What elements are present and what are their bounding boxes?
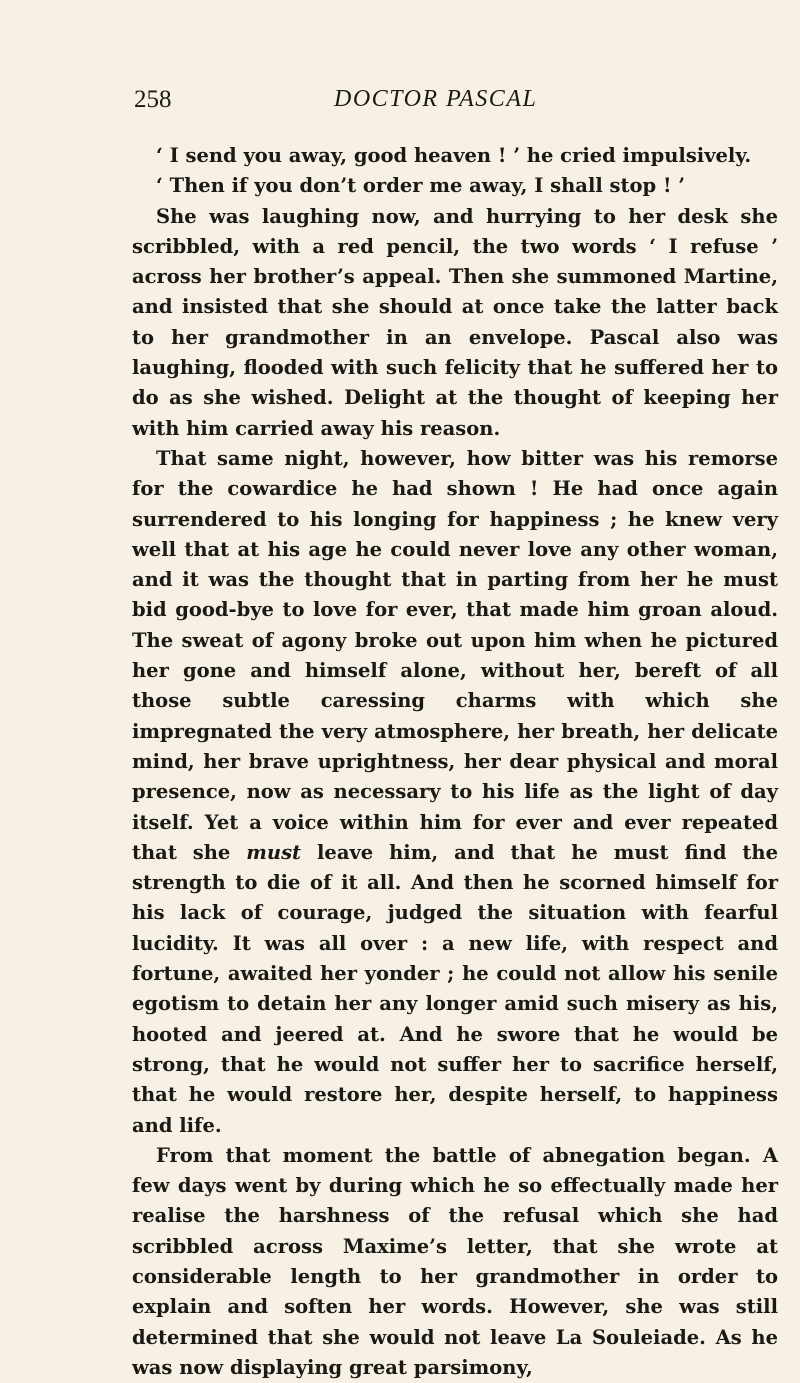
body-text	[132, 141, 778, 1383]
paragraph-text: leave him, and that he must find the strength to die of it all. And then he scorned himself for his lack of courage, judged the situation with fearful lucidity. It was all over : a new life, with respect and fortune, awaited her yonder ; he could not allow his senile egotism to detain her any longer amid such misery as his, hooted and jeered at. And he swore that he would be strong, that he would not suffer her to sacrifice herself, that he would restore her, despite herself, to happiness and life.	[132, 840, 778, 1137]
paragraph	[132, 444, 778, 1141]
running-title: DOCTOR PASCAL	[334, 86, 538, 112]
emphasis-text: must	[246, 840, 302, 864]
paragraph: From that moment the battle of abnegation began. A few days went by during which he so effectually made her realise the harshness of the refusal which she had scribbled across Maxime’s letter, that she wrote at considerable length to her grandmother in order to explain and soften her words. However, she was still determined that she would not leave La Souleiade. As he was now displaying great parsimony,	[132, 1143, 778, 1379]
page-number: 258	[134, 86, 172, 113]
running-head	[134, 86, 774, 126]
paragraph-text: That same night, however, how bitter was his remorse for the cowardice he had shown ! He had once again surrendered to his longing for happiness ; he knew very well that at his age he could never love any other woman, and it was the thought that in parting from her he must bid good-bye to love for ever, that made him groan aloud. The sweat of agony broke out upon him when he pictured her gone and himself alone, without her, bereft of all those subtle caressing charms with which she impregnated the very atmosphere, her breath, her delicate mind, her brave uprightness, her dear physical and moral presence, now as necessary to his life as the light of day itself. Yet a voice within him for ever and ever repeated that she	[132, 446, 778, 864]
paragraph: ‘ I send you away, good heaven ! ’ he cried impulsively.	[156, 144, 752, 167]
paragraph: ‘ Then if you don’t order me away, I shall stop ! ’	[156, 174, 686, 198]
paragraph: She was laughing now, and hurrying to her desk she scribbled, with a red pencil, the two words ‘ I refuse ’ across her brother’s appeal. Then she summoned Martine, and insisted that she should at once take the latter back to her grandmother in an envelope. Pascal also was laughing, flooded with such felicity that he suffered her to do as she wished. Delight at the thought of keeping her with him carried away his reason.	[132, 204, 778, 440]
